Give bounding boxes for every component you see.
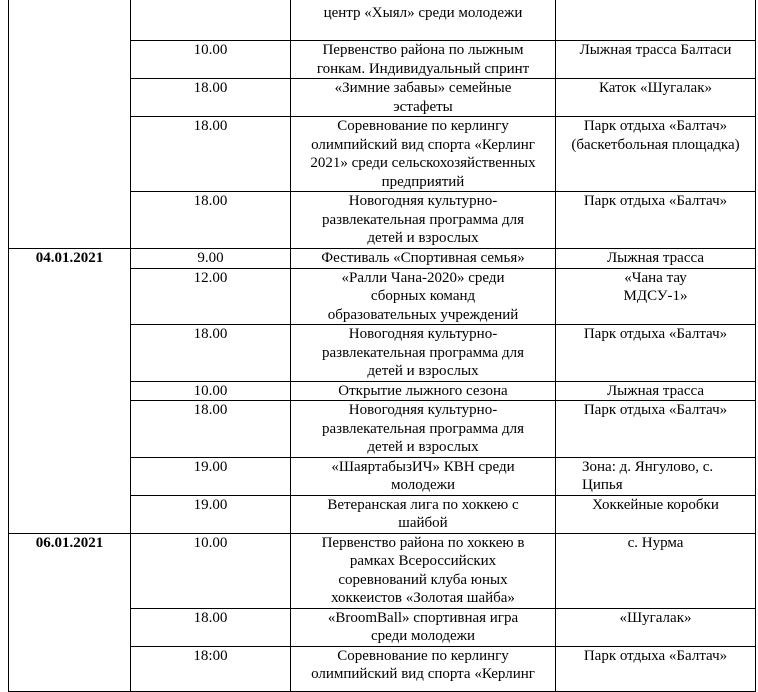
place-cell [556,268,756,325]
schedule-table [8,0,756,692]
event-text: Открытие лыжного сезона [338,382,508,399]
time-cell: 10.00 [131,381,291,401]
event-text: «Ралли Чана-2020» среди сборных команд образовательных учреждений [327,269,519,323]
event-text: «BroomBall» спортивная игра среди молодежи [327,609,519,644]
event-cell [291,325,556,382]
table-row [9,268,756,325]
date-cell: 06.01.2021 [9,533,131,608]
table-row [9,381,756,401]
table-row [9,457,756,495]
event-text: Новогодняя культурно-развлекательная программа для детей и взрослых [322,326,524,379]
place-cell: Парк отдыха «Балтач» [556,646,756,691]
table-row [9,325,756,382]
event-cell [291,79,556,117]
time-cell: 18.00 [131,79,291,117]
time-cell: 10.00 [131,533,291,608]
date-cell [9,608,131,646]
event-cell [291,41,556,79]
event-text: Соревнование по керлингу олимпийский вид спорта «Керлинг [311,647,535,682]
time-cell [131,0,291,41]
event-cell [291,268,556,325]
date-cell [9,401,131,458]
date-cell [9,268,131,325]
place-cell [556,457,756,495]
table-row [9,646,756,691]
place-cell: Лыжная трасса [556,381,756,401]
place-text: Зона: д. Янгулово, с. Ципья [582,458,714,493]
date-cell [9,457,131,495]
time-cell: 19.00 [131,457,291,495]
event-text: «ШаяртабызИЧ» КВН среди молодежи [331,458,515,493]
time-cell: 18.00 [131,608,291,646]
event-cell [291,401,556,458]
table-row [9,0,756,41]
time-cell: 18:00 [131,646,291,691]
place-cell: Парк отдыха «Балтач» [556,325,756,382]
place-cell [556,0,756,41]
place-cell: Парк отдыха «Балтач» [556,192,756,249]
date-cell [9,0,131,41]
time-cell: 18.00 [131,192,291,249]
date-cell [9,325,131,382]
time-cell: 9.00 [131,248,291,268]
time-cell: 18.00 [131,401,291,458]
place-cell: с. Нурма [556,533,756,608]
event-text: Новогодняя культурно-развлекательная программа для детей и взрослых [322,193,524,246]
event-text: Новогодняя культурно-развлекательная программа для детей и взрослых [322,402,524,455]
event-cell [291,381,556,401]
date-cell [9,381,131,401]
place-cell: Хоккейные коробки [556,495,756,533]
date-cell: 04.01.2021 [9,248,131,268]
place-cell: Парк отдыха «Балтач» (баскетбольная площадка) [556,117,756,192]
place-cell: Лыжная трасса [556,248,756,268]
event-cell [291,192,556,249]
place-cell: Каток «Шугалак» [556,79,756,117]
event-cell [291,495,556,533]
event-text: Первенство района по хоккею в рамках Всероссийских соревнований клуба юных хоккеистов «Золотая шайба» [321,534,525,606]
table-row [9,495,756,533]
event-cell [291,608,556,646]
table-row [9,401,756,458]
event-text: Первенство района по лыжным гонкам. Индивидуальный спринт [316,42,530,77]
event-cell [291,646,556,691]
table-row [9,533,756,608]
table-row [9,117,756,192]
date-cell [9,117,131,192]
table-row [9,248,756,268]
place-text: «Чана тау МДСУ-1» [623,269,688,304]
table-row [9,192,756,249]
table-row [9,608,756,646]
event-text: Фестиваль «Спортивная семья» [321,249,525,266]
time-cell: 18.00 [131,325,291,382]
date-cell [9,79,131,117]
place-cell: Лыжная трасса Балтаси [556,41,756,79]
event-cell [291,117,556,192]
date-cell [9,495,131,533]
event-text: «Зимние забавы» семейные эстафеты [334,80,512,115]
time-cell: 10.00 [131,41,291,79]
time-cell: 12.00 [131,268,291,325]
time-cell: 18.00 [131,117,291,192]
event-text: Ветеранская лига по хоккею с шайбой [327,496,519,531]
event-text: центр «Хыял» среди молодежи [323,5,523,21]
event-text: Соревнование по керлингу олимпийский вид спорта «Керлинг 2021» среди сельскохозяйственных предприятий [310,118,536,190]
event-cell [291,533,556,608]
date-cell [9,192,131,249]
place-cell: «Шугалак» [556,608,756,646]
event-cell [291,0,556,41]
date-cell [9,646,131,691]
event-cell [291,457,556,495]
event-cell [291,248,556,268]
time-cell: 19.00 [131,495,291,533]
date-cell [9,41,131,79]
place-cell: Парк отдыха «Балтач» [556,401,756,458]
table-row [9,41,756,79]
table-row [9,79,756,117]
